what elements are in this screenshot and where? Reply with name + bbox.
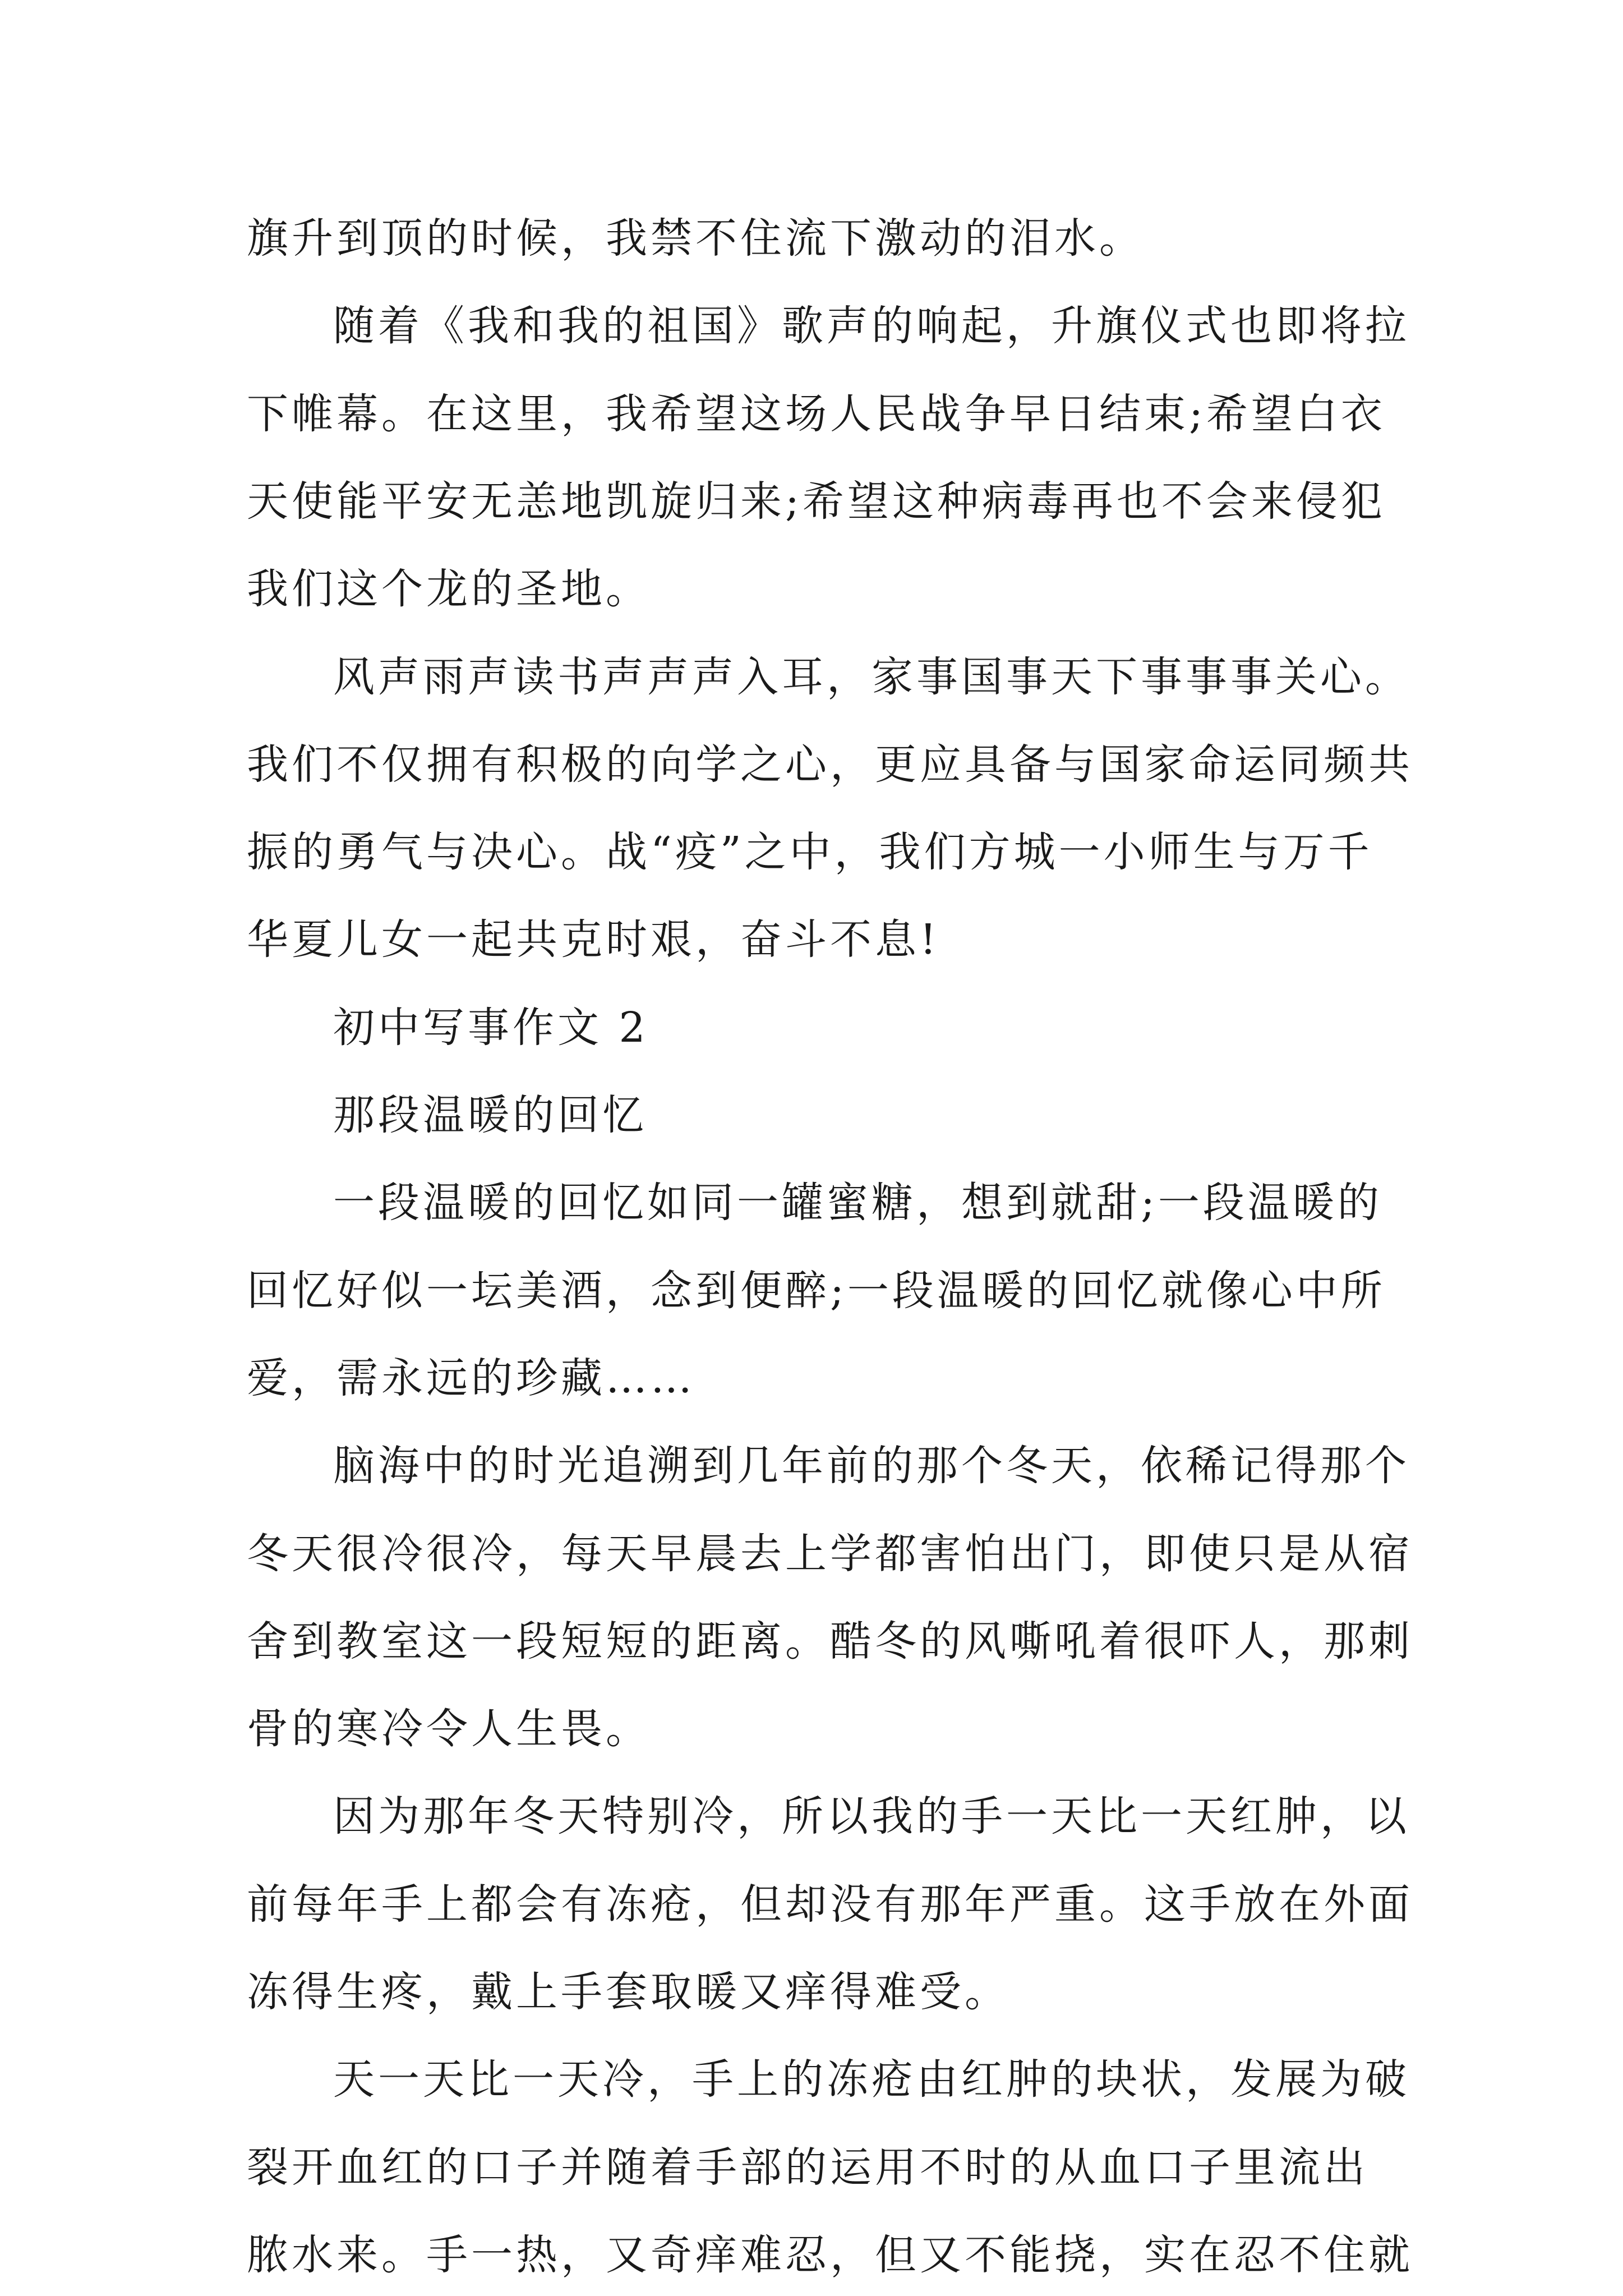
text-line: 天使能平安无恙地凯旋归来;希望这种病毒再也不会来侵犯 [247,477,1386,526]
text-line: 下帷幕。在这里，我希望这场人民战争早日结束;希望白衣 [247,390,1386,438]
paragraph-first-line: 因为那年冬天特别冷，所以我的手一天比一天红肿，以 [333,1792,1410,1841]
text-line: 冻得生疼，戴上手套取暖又痒得难受。 [247,1968,1009,2016]
essay-title: 那段温暖的回忆 [333,1091,647,1139]
paragraph-first-line: 一段温暖的回忆如同一罐蜜糖，想到就甜;一段温暖的 [333,1179,1382,1227]
paragraph-first-line: 随着《我和我的祖国》歌声的响起，升旗仪式也即将拉 [333,302,1410,350]
text-line: 冬天很冷很冷，每天早晨去上学都害怕出门，即使只是从宿 [247,1530,1413,1578]
text-line: 脓水来。手一热，又奇痒难忍，但又不能挠，实在忍不住就 [247,2231,1413,2279]
paragraph-first-line: 天一天比一天冷，手上的冻疮由红肿的块状，发展为破 [333,2055,1410,2104]
text-line: 骨的寒冷令人生畏。 [247,1705,651,1753]
text-line: 前每年手上都会有冻疮，但却没有那年严重。这手放在外面 [247,1880,1413,1929]
section-heading: 初中写事作文 2 [333,1004,649,1052]
text-line: 我们这个龙的圣地。 [247,565,651,613]
text-line: 舍到教室这一段短短的距离。酷冬的风嘶吼着很吓人，那刺 [247,1617,1413,1665]
text-line: 爱，需永远的珍藏…… [247,1354,695,1402]
paragraph-first-line: 脑海中的时光追溯到几年前的那个冬天，依稀记得那个 [333,1442,1410,1490]
text-line: 振的勇气与决心。战“疫”之中，我们方城一小师生与万千 [247,828,1373,876]
paragraph-first-line: 风声雨声读书声声声入耳，家事国事天下事事事关心。 [333,653,1410,701]
text-line: 裂开血红的口子并随着手部的运用不时的从血口子里流出 [247,2143,1368,2192]
text-line: 华夏儿女一起共克时艰，奋斗不息! [247,915,940,964]
text-line: 回忆好似一坛美酒，念到便醉;一段温暖的回忆就像心中所 [247,1267,1386,1315]
text-line: 我们不仅拥有积极的向学之心，更应具备与国家命运同频共 [247,740,1413,789]
text-line: 旗升到顶的时候，我禁不住流下激动的泪水。 [247,214,1144,263]
